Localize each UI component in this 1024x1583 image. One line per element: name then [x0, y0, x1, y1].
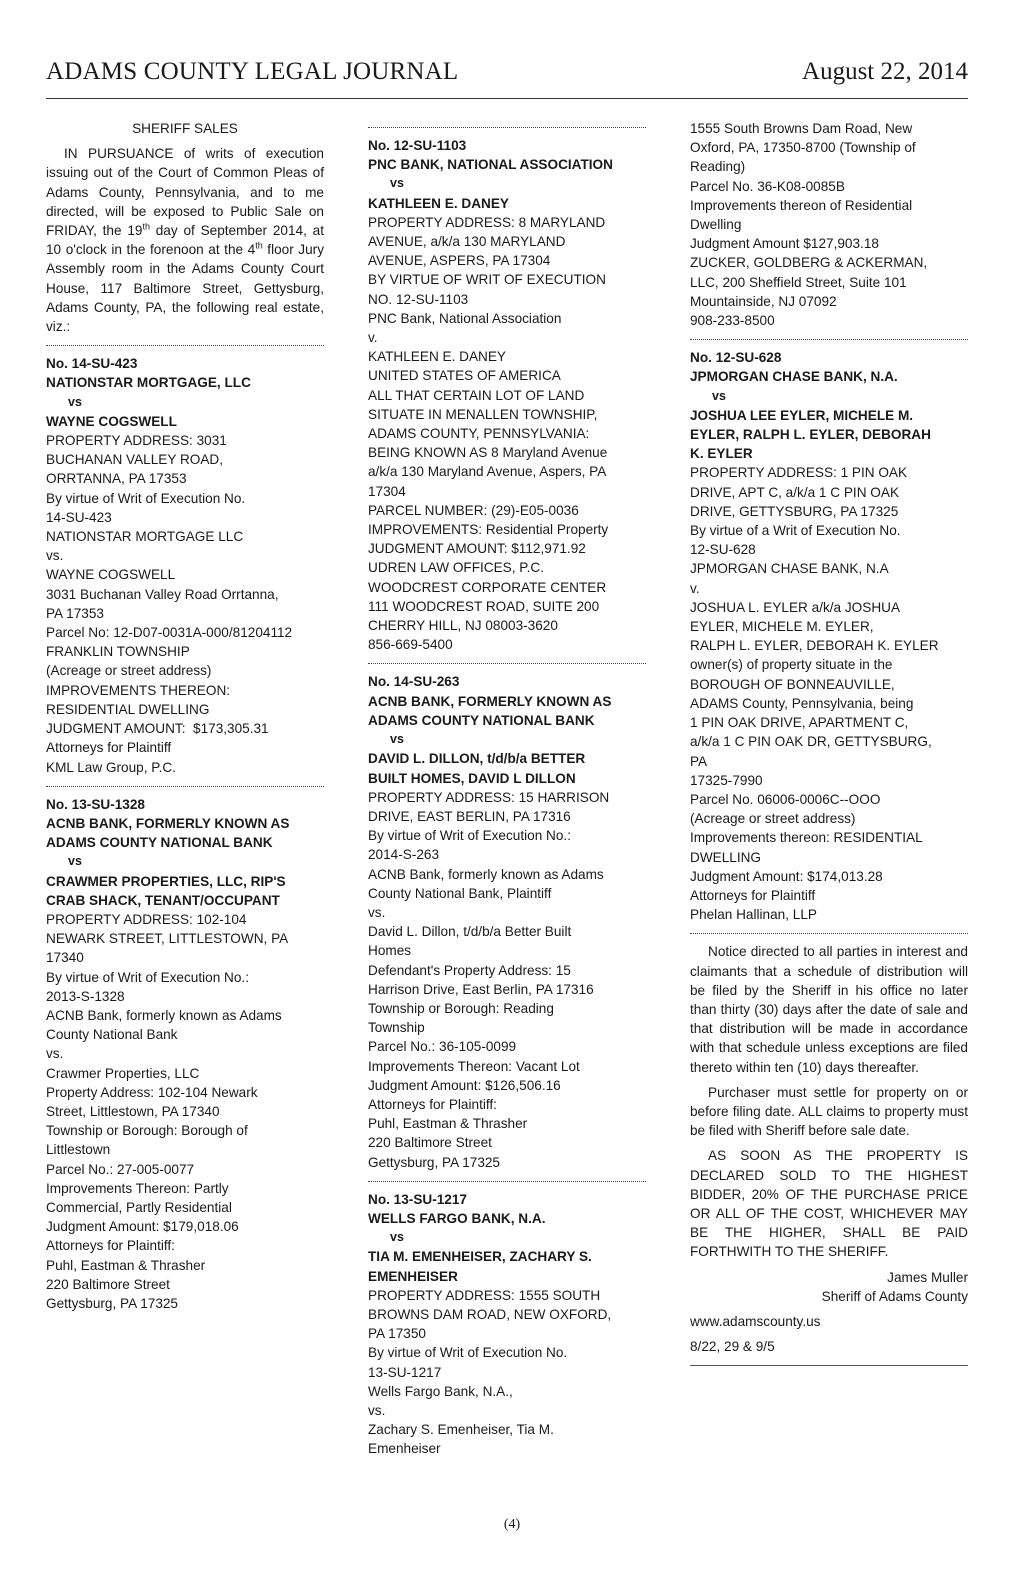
entry-line: owner(s) of property situate in the [690, 657, 893, 673]
entry-line: DWELLING [690, 849, 762, 865]
divider [368, 1181, 646, 1182]
entry-line: KML Law Group, P.C. [46, 759, 176, 775]
entry-line: Improvements thereon: RESIDENTIAL [690, 830, 923, 846]
entry-line: Homes [368, 943, 412, 959]
entry-line: PROPERTY ADDRESS: 102-104 [46, 911, 247, 927]
entry-line: Improvements thereon of Residential [690, 197, 913, 213]
entry-line: Improvements Thereon: Partly [46, 1180, 229, 1196]
defendant: BUILT HOMES, DAVID L DILLON [368, 770, 576, 786]
entry-line: David L. Dillon, t/d/b/a Better Built [368, 924, 572, 940]
entry-line: 220 Baltimore Street [46, 1276, 170, 1292]
entry-line: Parcel No: 12-D07-0031A-000/81204112 [46, 625, 293, 641]
entry-line: 2013-S-1328 [46, 988, 125, 1004]
defendant: DAVID L. DILLON, t/d/b/a BETTER [368, 751, 586, 767]
column-3 [690, 119, 968, 1366]
plaintiff: NATIONSTAR MORTGAGE, LLC [46, 375, 251, 391]
entry-line: PARCEL NUMBER: (29)-E05-0036 [368, 502, 579, 518]
entry-line: CHERRY HILL, NJ 08003-3620 [368, 618, 558, 634]
entry-line: IMPROVEMENTS THEREON: [46, 682, 231, 698]
versus: vs [68, 854, 82, 869]
entry-line: 17325-7990 [690, 772, 763, 788]
entry-line: LLC, 200 Sheffield Street, Suite 101 [690, 274, 907, 290]
entry-line: By virtue of Writ of Execution No.: [46, 969, 249, 985]
intro-paragraph: IN PURSUANCE of writs of execution issuing out of the Court of Common Pleas of Adams County, Pennsylvania, and to me directed, will be exposed to Public Sale on FRIDAY, the 19th day of September 2014, at 10 o'clock in the forenoon at the 4th floor Jury Assembly room in the Adams County Court House, 117 Baltimore Street, Gettysburg, Adams County, PA, the following real estate, viz.: [46, 146, 324, 335]
case-number: No. 12-SU-1103 [368, 138, 467, 153]
section-heading: SHERIFF SALES [132, 121, 238, 136]
entry-line: NO. 12-SU-1103 [368, 291, 469, 307]
entry-line: FRANKLIN TOWNSHIP [46, 644, 190, 660]
entry-line: By virtue of Writ of Execution No. [368, 1345, 568, 1361]
entry-line: JUDGMENT AMOUNT: $173,305.31 [46, 721, 269, 737]
entry-line: JOSHUA L. EYLER a/k/a JOSHUA [690, 599, 901, 615]
entry-line: v. [690, 580, 700, 596]
defendant: KATHLEEN E. DANEY [368, 195, 509, 211]
entry-line: ACNB Bank, formerly known as Adams [46, 1007, 282, 1023]
defendant: EMENHEISER [368, 1268, 458, 1284]
entry-line: County National Bank [46, 1027, 178, 1043]
entry-line: 12-SU-628 [690, 542, 756, 558]
entry-line: RESIDENTIAL DWELLING [46, 701, 210, 717]
entry-line: KATHLEEN E. DANEY [368, 349, 506, 365]
entry-line: ALL THAT CERTAIN LOT OF LAND [368, 387, 585, 403]
entry-line: Harrison Drive, East Berlin, PA 17316 [368, 981, 594, 997]
entry-line: WAYNE COGSWELL [46, 567, 176, 583]
entry-line: a/k/a 130 Maryland Avenue, Aspers, PA [368, 464, 607, 480]
sale-entry-13-su-1217-continued [690, 119, 968, 330]
entry-line: Parcel No.: 27-005-0077 [46, 1161, 195, 1177]
versus: vs [712, 388, 726, 403]
defendant: JOSHUA LEE EYLER, MICHELE M. [690, 407, 914, 423]
entry-line: vs. [46, 1046, 64, 1062]
entry-line: JUDGMENT AMOUNT: $112,971.92 [368, 541, 586, 557]
entry-line: IMPROVEMENTS: Residential Property [368, 522, 609, 538]
entry-line: vs. [368, 1403, 386, 1418]
entry-line: 111 WOODCREST ROAD, SUITE 200 [368, 598, 600, 614]
entry-line: PROPERTY ADDRESS: 1555 SOUTH [368, 1287, 601, 1303]
entry-line: vs. [46, 548, 64, 564]
page-number: (4) [503, 1517, 521, 1532]
sale-entry-12-su-1103 [368, 136, 646, 654]
entry-line: Improvements Thereon: Vacant Lot [368, 1058, 580, 1074]
entry-line: Oxford, PA, 17350-8700 (Township of [690, 140, 916, 156]
entry-line: Gettysburg, PA 17325 [368, 1154, 500, 1170]
entry-line: UDREN LAW OFFICES, P.C. [368, 560, 544, 576]
entry-line: Parcel No.: 36-105-0099 [368, 1039, 517, 1055]
entry-line: (Acreage or street address) [46, 663, 212, 679]
defendant: K. EYLER [690, 446, 753, 462]
column-1 [46, 119, 324, 1313]
versus: vs [68, 394, 82, 409]
entry-line: PROPERTY ADDRESS: 8 MARYLAND [368, 214, 606, 230]
entry-line: RALPH L. EYLER, DEBORAH K. EYLER [690, 638, 939, 654]
entry-line: Judgment Amount: $179,018.06 [46, 1219, 239, 1235]
sale-entry-12-su-628 [690, 348, 968, 924]
case-number: No. 13-SU-1328 [46, 796, 145, 812]
entry-line: JPMORGAN CHASE BANK, N.A [690, 561, 889, 577]
entry-line: AVENUE, ASPERS, PA 17304 [368, 253, 551, 269]
entry-line: vs. [368, 904, 386, 920]
entry-line: ORRTANNA, PA 17353 [46, 471, 187, 487]
entry-line: Street, Littlestown, PA 17340 [46, 1103, 220, 1119]
sale-entry-13-su-1217 [368, 1190, 646, 1459]
entry-line: Township or Borough: Borough of [46, 1123, 248, 1139]
sheriff-name: James Muller [887, 1269, 968, 1285]
entry-line: (Acreage or street address) [690, 811, 856, 827]
entry-line: Reading) [690, 159, 746, 175]
entry-line: Attorneys for Plaintiff: [368, 1096, 497, 1112]
sale-entry-14-su-423 [46, 354, 324, 776]
divider [690, 339, 968, 340]
entry-line: Judgment Amount $127,903.18 [690, 236, 879, 252]
entry-line: Township or Borough: Reading [368, 1000, 554, 1016]
divider [368, 663, 646, 664]
masthead [46, 58, 968, 99]
entry-line: ACNB Bank, formerly known as Adams [368, 866, 604, 882]
entry-line: Commercial, Partly Residential [46, 1199, 232, 1215]
divider [46, 345, 324, 346]
entry-line: PROPERTY ADDRESS: 15 HARRISON [368, 789, 610, 805]
journal-title: ADAMS COUNTY LEGAL JOURNAL [46, 58, 459, 85]
entry-line: NEWARK STREET, LITTLESTOWN, PA [46, 931, 289, 947]
entry-line: a/k/a 1 C PIN OAK DR, GETTYSBURG, [690, 734, 932, 750]
notice-paragraph: AS SOON AS THE PROPERTY IS DECLARED SOLD TO THE HIGHEST BIDDER, 20% OF THE PURCHASE PRICE OR ALL OF THE COST, WHICHEVER MAY BE THE HIGHER, SHALL BE PAID FORTHWITH TO THE SHERIFF. [690, 1148, 968, 1260]
versus: vs [390, 176, 404, 191]
column-2 [368, 119, 646, 1459]
entry-line: Attorneys for Plaintiff [690, 887, 816, 903]
entry-line: 17340 [46, 950, 84, 966]
sheriff-title: Sheriff of Adams County [821, 1288, 968, 1304]
entry-line: Gettysburg, PA 17325 [46, 1295, 178, 1311]
plaintiff: ACNB BANK, FORMERLY KNOWN AS [46, 815, 290, 831]
entry-line: County National Bank, Plaintiff [368, 885, 552, 901]
case-number: No. 12-SU-628 [690, 350, 782, 366]
plaintiff: WELLS FARGO BANK, N.A. [368, 1210, 546, 1226]
entry-line: By virtue of Writ of Execution No.: [368, 828, 571, 844]
entry-line: PNC Bank, National Association [368, 310, 562, 326]
entry-line: Attorneys for Plaintiff [46, 740, 172, 756]
case-number: No. 14-SU-423 [46, 356, 138, 372]
entry-line: Wells Fargo Bank, N.A., [368, 1383, 513, 1399]
entry-line: By virtue of a Writ of Execution No. [690, 523, 901, 539]
entry-line: ADAMS COUNTY, PENNSYLVANIA: [368, 426, 590, 442]
entry-line: DRIVE, GETTYSBURG, PA 17325 [690, 503, 899, 519]
plaintiff: ADAMS COUNTY NATIONAL BANK [46, 835, 273, 851]
plaintiff: ADAMS COUNTY NATIONAL BANK [368, 712, 595, 728]
entry-line: ADAMS County, Pennsylvania, being [690, 695, 914, 711]
entry-line: 17304 [368, 483, 406, 499]
website-link[interactable]: www.adamscounty.us [690, 1313, 821, 1329]
entry-line: Dwelling [690, 217, 742, 233]
sale-notice [690, 942, 968, 1366]
notice-paragraph: Notice directed to all parties in interest and claimants that a schedule of distribution will be filed by the Sheriff in his office no later than thirty (30) days after the date of sale and that distribution will be made in accordance with that schedule unless exceptions are filed thereto within ten (10) days thereafter. [690, 944, 968, 1075]
defendant: CRAWMER PROPERTIES, LLC, RIP'S [46, 873, 286, 889]
entry-line: Property Address: 102-104 Newark [46, 1084, 258, 1100]
entry-line: ZUCKER, GOLDBERG & ACKERMAN, [690, 255, 928, 271]
case-number: No. 14-SU-263 [368, 674, 460, 690]
entry-line: 13-SU-1217 [368, 1364, 442, 1380]
entry-line: Emenheiser [368, 1441, 441, 1457]
entry-line: Judgment Amount: $126,506.16 [368, 1077, 561, 1093]
entry-line: PROPERTY ADDRESS: 1 PIN OAK [690, 465, 908, 481]
defendant: CRAB SHACK, TENANT/OCCUPANT [46, 892, 280, 908]
entry-line: 1 PIN OAK DRIVE, APARTMENT C, [690, 715, 909, 731]
entry-line: Judgment Amount: $174,013.28 [690, 868, 883, 884]
entry-line: BROWNS DAM ROAD, NEW OXFORD, [368, 1306, 612, 1322]
entry-line: Attorneys for Plaintiff: [46, 1238, 175, 1254]
entry-line: Crawmer Properties, LLC [46, 1065, 200, 1081]
defendant: EYLER, RALPH L. EYLER, DEBORAH [690, 427, 931, 443]
divider [690, 1365, 968, 1366]
notice-paragraph: Purchaser must settle for property on or before filing date. ALL claims to property must be filed with Sheriff before sale date. [690, 1084, 968, 1139]
entry-line: Phelan Hallinan, LLP [690, 907, 817, 923]
entry-line: 2014-S-263 [368, 847, 440, 863]
divider [46, 786, 324, 787]
entry-line: BUCHANAN VALLEY ROAD, [46, 452, 224, 468]
entry-line: PROPERTY ADDRESS: 3031 [46, 433, 227, 449]
entry-line: Mountainside, NJ 07092 [690, 293, 837, 309]
entry-line: DRIVE, APT C, a/k/a 1 C PIN OAK [690, 484, 900, 500]
entry-line: PA 17350 [368, 1326, 426, 1342]
entry-line: Parcel No. 06006-0006C--OOO [690, 791, 881, 807]
entry-line: DRIVE, EAST BERLIN, PA 17316 [368, 808, 571, 824]
entry-line: NATIONSTAR MORTGAGE LLC [46, 529, 244, 545]
entry-line: 908-233-8500 [690, 313, 775, 329]
entry-line: BY VIRTUE OF WRIT OF EXECUTION [368, 272, 606, 288]
entry-line: 1555 South Browns Dam Road, New [690, 121, 913, 136]
sale-entry-14-su-263 [368, 672, 646, 1171]
entry-line: EYLER, MICHELE M. EYLER, [690, 619, 874, 635]
entry-line: Puhl, Eastman & Thrasher [46, 1257, 206, 1273]
plaintiff: JPMORGAN CHASE BANK, N.A. [690, 369, 898, 385]
sale-entry-13-su-1328 [46, 795, 324, 1313]
entry-line: PA [690, 753, 708, 769]
entry-line: Zachary S. Emenheiser, Tia M. [368, 1422, 554, 1438]
entry-line: Puhl, Eastman & Thrasher [368, 1116, 528, 1132]
entry-line: 220 Baltimore Street [368, 1135, 492, 1151]
entry-line: 856-669-5400 [368, 637, 453, 653]
versus: vs [390, 732, 404, 747]
entry-line: Littlestown [46, 1142, 111, 1158]
entry-line: Defendant's Property Address: 15 [368, 962, 571, 978]
entry-line: 3031 Buchanan Valley Road Orrtanna, [46, 586, 279, 602]
divider [368, 127, 646, 128]
entry-line: WOODCREST CORPORATE CENTER [368, 579, 607, 595]
issue-date: August 22, 2014 [802, 58, 968, 85]
entry-line: UNITED STATES OF AMERICA [368, 368, 561, 384]
entry-line: v. [368, 330, 378, 346]
plaintiff: ACNB BANK, FORMERLY KNOWN AS [368, 693, 612, 709]
entry-line: BOROUGH OF BONNEAUVILLE, [690, 676, 895, 692]
defendant: TIA M. EMENHEISER, ZACHARY S. [368, 1249, 592, 1265]
entry-line: SITUATE IN MENALLEN TOWNSHIP, [368, 406, 598, 422]
divider [690, 933, 968, 934]
plaintiff: PNC BANK, NATIONAL ASSOCIATION [368, 157, 613, 173]
publication-dates: 8/22, 29 & 9/5 [690, 1339, 775, 1355]
entry-line: BEING KNOWN AS 8 Maryland Avenue [368, 445, 608, 461]
case-number: No. 13-SU-1217 [368, 1191, 467, 1207]
entry-line: Parcel No. 36-K08-0085B [690, 178, 845, 194]
entry-line: AVENUE, a/k/a 130 MARYLAND [368, 234, 566, 250]
defendant: WAYNE COGSWELL [46, 413, 177, 429]
entry-line: Township [368, 1020, 425, 1036]
versus: vs [390, 1230, 404, 1245]
entry-line: 14-SU-423 [46, 509, 112, 525]
entry-line: By virtue of Writ of Execution No. [46, 490, 246, 506]
entry-line: PA 17353 [46, 605, 104, 621]
